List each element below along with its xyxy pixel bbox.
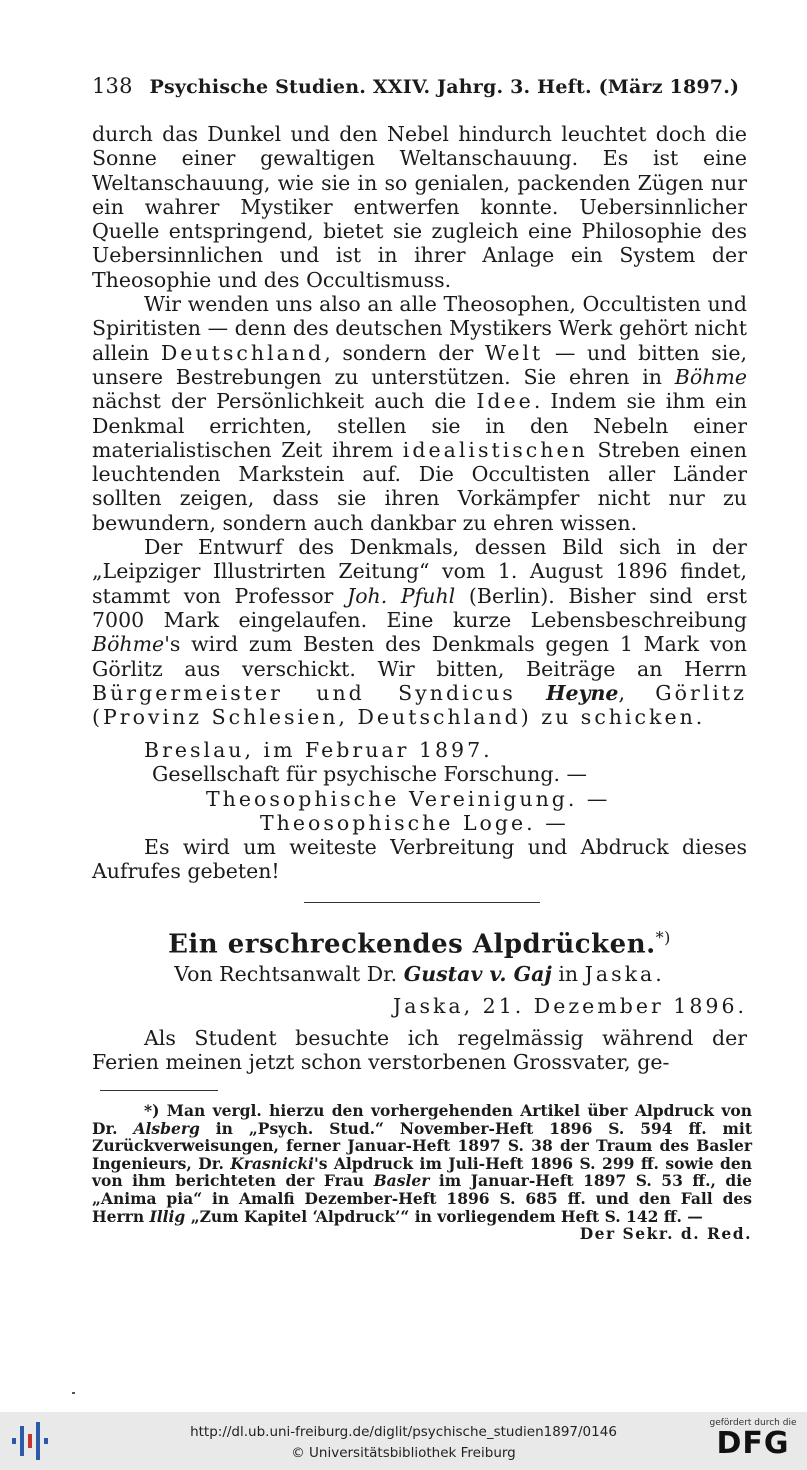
footnote-text xyxy=(92,1101,752,1244)
funder-caption: gefördert durch die xyxy=(709,1418,797,1428)
signoff-place-date: Breslau, im Februar 1897. xyxy=(144,738,493,762)
running-header xyxy=(92,74,747,98)
section-divider xyxy=(304,902,540,903)
emphasis-bold-italic: Heyne xyxy=(546,680,619,705)
paragraph xyxy=(92,535,747,729)
viewer-footer-bar xyxy=(0,1412,807,1470)
paragraph-text: . Indem sie ihm ein Denkmal errichten, stellen sie in den Nebeln einer materialistischen Zeit ihrem xyxy=(92,389,747,462)
page-number: 138 xyxy=(92,74,133,98)
paragraph-text: (Berlin). Bisher sind erst 7000 Mark eingelaufen. Eine kurze Lebensbeschreibung xyxy=(92,583,747,632)
emphasis-italic: Böhme xyxy=(92,632,165,657)
paragraph-text: Wir wenden uns also an alle Theosophen, Occultisten und Spiritisten — denn des deutschen Mystikers Werk gehört nicht allein xyxy=(92,292,747,365)
paragraph-text: nächst der Persönlichkeit auch die xyxy=(92,389,467,414)
footnote-segment: in „Psych. Stud.“ November-Heft 1896 S. 594 ff. mit Zurückverweisungen, ferner Januar-Heft 1897 S. 38 der Traum des Basler Ingenieurs, Dr. xyxy=(92,1118,752,1173)
paragraph xyxy=(92,122,747,292)
article-byline xyxy=(92,962,747,986)
article-title-text: Ein erschreckendes Alpdrücken. xyxy=(168,929,656,960)
emphasis-spaced: Bürgermeister und Syndicus xyxy=(92,680,516,705)
paragraph xyxy=(92,1026,747,1075)
permalink-url[interactable]: http://dl.ub.uni-freiburg.de/diglit/psychische_studien1897/0146 xyxy=(190,1424,617,1440)
footnote-italic: Krasnicki xyxy=(230,1153,314,1173)
footnote-rule xyxy=(100,1090,218,1091)
emphasis-italic: Joh. Pfuhl xyxy=(346,583,456,608)
article-title xyxy=(92,928,747,960)
dfg-logo-text: DFG xyxy=(716,1426,790,1461)
byline-in: in xyxy=(558,962,579,986)
emphasis-spaced: Deutschland xyxy=(160,340,325,365)
byline-prefix: Von Rechtsanwalt Dr. xyxy=(174,962,398,986)
byline-place: Jaska. xyxy=(584,962,665,986)
emphasis-italic: Böhme xyxy=(674,364,747,389)
footnote-marker: *) xyxy=(655,928,671,947)
running-title: Psychische Studien. XXIV. Jahrg. 3. Heft. (März 1897.) xyxy=(149,76,740,98)
signoff-association: Theosophische Vereinigung. — xyxy=(206,786,611,811)
paragraph-text: Es wird um weiteste Verbreitung und Abdruck dieses Aufrufes gebeten! xyxy=(92,835,747,884)
footnote xyxy=(92,1102,752,1243)
author-name: Gustav v. Gaj xyxy=(403,962,552,986)
emphasis-spaced: idealistischen xyxy=(402,437,588,462)
footnote-italic: Alsberg xyxy=(133,1118,200,1138)
copyright-notice: © Universitätsbibliothek Freiburg xyxy=(291,1445,516,1461)
paragraph-text: 's wird zum Besten des Denkmals gegen 1 Mark von Görlitz aus verschickt. Wir bitten, Beiträge an Herrn xyxy=(92,632,747,681)
paragraph-text: durch das Dunkel und den Nebel hindurch leuchtet doch die Sonne einer gewaltigen Weltanschauung. Es ist eine Weltanschauung, wie sie in so genialen, packenden Zügen nur ein wahrer Mystiker entwerfen konnte. Uebersinnlicher Quelle entspringend, bietet sie zugleich eine Philosophie des Uebersinnlichen und ist in ihrer Anlage ein System der Theosophie und des Occultismuss. xyxy=(92,122,747,292)
emphasis-spaced: Idee xyxy=(476,389,534,414)
footnote-segment: im Januar-Heft 1897 S. 53 ff., die „Anima pia“ in Amalfi Dezember-Heft 1896 S. 685 ff. und den Fall des Herrn xyxy=(92,1171,752,1226)
footnote-italic: Illig xyxy=(149,1206,186,1226)
footnote-italic: Basler xyxy=(373,1171,430,1191)
footnote-segment: 's Alpdruck im Juli-Heft 1896 S. 299 ff. sowie den von ihm berichteten der Frau xyxy=(92,1153,752,1191)
funder-logo[interactable] xyxy=(707,1418,799,1466)
emphasis-spaced: Görlitz (Provinz Schlesien, Deutschland) zu schicken. xyxy=(92,680,747,730)
paragraph-text: — und bitten sie, unsere Bestrebungen zu unterstützen. Sie ehren in xyxy=(92,340,747,389)
scan-speck xyxy=(72,1392,75,1394)
paragraph xyxy=(92,835,747,884)
paragraph xyxy=(92,292,747,535)
signoff-lodge: Theosophische Loge. — xyxy=(260,810,569,835)
emphasis-spaced: Welt xyxy=(484,340,544,365)
signoff-society: Gesellschaft für psychische Forschung. — xyxy=(152,762,587,787)
paragraph-text: Der Entwurf des Denkmals, dessen Bild sich in der „Leipziger Illustrirten Zeitung“ vom 1. August 1896 findet, stammt von Professor xyxy=(92,535,747,608)
article-text xyxy=(92,1026,747,1075)
signoff-block xyxy=(92,738,747,884)
article-dateline: Jaska, 21. Dezember 1896. xyxy=(393,994,747,1018)
paragraph-text: Als Student besuchte ich regelmässig während der Ferien meinen jetzt schon verstorbenen Grossvater, ge- xyxy=(92,1026,747,1075)
paragraph-text: , sondern der xyxy=(324,340,474,365)
paragraph-text: Streben einen leuchtenden Markstein auf. Die Occultisten aller Länder sollten zeigen, dass sie ihren Vorkämpfer nicht nur zu bewundern, sondern auch dankbar zu ehren wissen. xyxy=(92,437,747,535)
footnote-segment: „Zum Kapitel ‘Alpdruck’“ in vorliegendem Heft S. 142 ff. — xyxy=(190,1206,703,1226)
footnote-signature: Der Sekr. d. Red. xyxy=(579,1224,752,1244)
appeal-text xyxy=(92,122,747,729)
footnote-segment: *) Man vergl. hierzu den vorhergehenden Artikel über Alpdruck von Dr. xyxy=(92,1101,752,1138)
paragraph-text: , xyxy=(618,680,625,705)
